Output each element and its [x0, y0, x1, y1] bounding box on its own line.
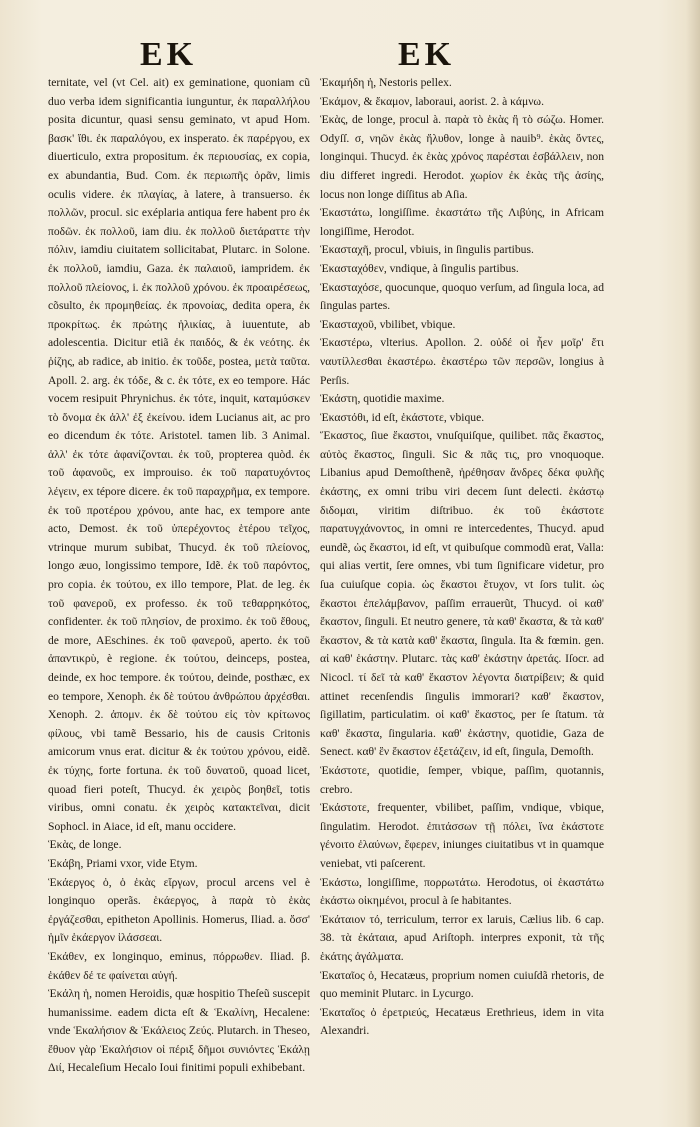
entry-hekastachothen: Ἑκασταχόθεν, vndique, à ſingulis partibus. [320, 261, 519, 275]
entry-hekastachou: Ἑκασταχοῦ, vbilibet, vbique. [320, 317, 456, 331]
entry-hekas: Ἑκὰς, de longe, procul à. παρὰ τὸ ἑκὰς ἢ τὸ σώζω. Homer. Odyſſ. σ, νηῶν ἑκὰς ἤλυθον, longe à nauib⁹. ἑκὰς ὄντες, longinqui. Thucyd. ἐκ ἑκὰς χρόνος παρέσται ἐσβάλλειν, non diu differet ingredi. Herodot. χωρίον ἐκ ἑκὰς τῆς ἀσίης, locus non longe diſſitus ab Aſia. [320, 113, 604, 201]
entry-continuation: ternitate, vel (vt Cel. ait) ex geminatione, quoniam cũ duo verba idem significantia iunguntur, ἐκ παραλλήλου posita dicuntur, quasi sensu geminato, vt apud Hom. βασκ' ἴθι. ἐκ παραλόγου, ex insperato. ἐκ παρέργου, ex diuerticulo, extra propositum. ἐκ περιουσίας, ex copia, ex abundantia, Bud. Com. ἐκ περιωπῆς ὁρᾶν, limis oculis videre. ἐκ πλαγίας, à latere, à transuerso. ἐκ πολλῶν, procul. sic exéplaria antiqua fere habent pro ἐκ ποδῶν. ἐκ πολλοῦ, iam diu. ἐκ πολλοῦ διετάραττε τὴν πόλιν, iamdiu ciuitatem sollicitabat, Plutarc. in Solone. ἐκ πολλοῦ, iamdiu, Gaza. ἐκ παλαιοῦ, iampridem. ἐκ πολλοῦ πλείονος, i. ἐκ πολλοῦ χρόνου. ἐκ προαιρέσεως, cõsulto, ἐκ προμηθείας. ἐκ προνοίας, dedita opera, ἐκ προκρίτως. ἐκ πρώτης ἡλικίας, à iuuentute, ab adolescentia. Dicitur etiã ἐκ παιδός, & ἐκ νεότης. ἐκ ῥίζης, ab radice, ab initio. ἐκ τοῦδε, postea, μετὰ ταῦτα. Apoll. 2. arg. ἐκ τόδε, & c. ἐκ τότε, ex eo tempore. Hác vocem resipuit Phrynichus. ἐκ τότε, inquit, καταμύσκεν τὸ ὄνομα ἐκ ἀλλ' ἐξ ἐκείνου. idem Lucianus ait, ac pro eo dicendum ἐκ τότε. Aristotel. tamen lib. 3 Animal. ἀλλ' ἐκ τότε ἀφανίζονται. ἐκ τοῦ, propterea quòd. ἐκ τοῦ ἀφανοῦς, ex improuiso. ἐκ τοῦ παρατυχόντος λέγειν, ex tépore dicere. ἐκ τοῦ παραχρῆμα, ex tempore. ἐκ τοῦ προτέρου χρόνου, ante hac, ex tempore ante acto, Demost. ἐκ τοῦ ὑπερέχοντος ἑτέρου τεῖχος, vtrinque murum subibat, Thucyd. ἐκ τοῦ πλείονος, longo æuo, longissimo tempore, Idẽ. ἐκ τοῦ παρόντος, pro copia. ἐκ τούτου, ex illo tempore, Plat. de leg. ἐκ τοῦ φανεροῦ, ex professo. ἐκ τοῦ τεθαρρηκότος, confidenter. ἐκ τοῦ πλησίον, de proximo. ἐκ τοῦ ἔθους, de more, AEschines. ἐκ τοῦ φανεροῦ, aperto. ἐκ τοῦ ἀπαντικρὺ, è regione. ἐκ τούτου, deinceps, postea, deinde, ex hoc tempore. ἐκ τούτου, deinde, posthæc, ex eo tempore, Xenoph. ἐκ δὲ τούτου ἀνθρώπου ἀρχέσθαι. Xenoph. 2. ἀπομν. ἐκ δὲ τούτου εἰς τὸν κρίτωνος φίλους, vbi tamẽ Bessario, his de causis Critonis amicorum vnus erat. dicitur & ἐκ τούτου χρόνου, eidẽ. ἐκ τύχης, forte fortuna. ἐκ τοῦ δυνατοῦ, quoad licet, quoad fieri poteſt, Thucyd. ἐκ χειρὸς βοηθεῖ, totis viribus, omni conatu. ἐκ χειρὸς κατακτεῖναι, dicit Sophocl. in Aiace, id eſt, manu occidere. [48, 76, 310, 833]
entry-hekathen: Ἑκάθεν, ex longinquo, eminus, πόρρωθεν. Iliad. β. ἑκάθεν δέ τε φαίνεται αὐγή. [48, 949, 310, 982]
entry-hekamede: Ἑκαμήδη ἡ, Nestoris pellex. [320, 76, 452, 89]
entry-hekasto: Ἑκάστω, longiſſime, πορρωτάτω. Herodotus, οἱ ἑκαστάτω ἑκάστω οἰκημένοι, procul à ſe habitantes. [320, 875, 604, 908]
entry-hekaste: Ἑκάστη, quotidie maxime. [320, 392, 445, 406]
entry-ekas: Ἑκὰς, de longe. [48, 838, 122, 852]
entry-hekastato: Ἑκαστάτω, longiſſime. ἑκαστάτω τῆς Λιβύης, in Africam longiſſime, Herodot. [320, 206, 604, 238]
entry-hekastero: Ἑκαστέρω, vlterius. Apollon. 2. οὐδέ οἱ ἦεν μοῖρ' ἔτι ναυτίλλεσθαι ἑκαστέρω. ἑκαστέρω τῶν περσῶν, longius à Perſis. [320, 336, 604, 387]
entry-hekamon: Ἑκάμον, & ἔκαμον, laboraui, aorist. 2. à κάμνω. [320, 94, 544, 108]
right-column [320, 74, 604, 1041]
left-column [48, 74, 310, 1078]
entry-hekataion: Ἑκάταιον τό, terriculum, terror ex laruis, Cælius lib. 6 cap. 38. τὰ ἑκάταια, apud Ariſtoph. interpres exponit, τὰ τῆς ἑκάτης ἀγάλματα. [320, 912, 604, 963]
running-head-right: EK [398, 36, 456, 73]
entry-hekastote-1: Ἑκάστοτε, quotidie, ſemper, vbique, paſſim, quotannis, crebro. [320, 763, 604, 796]
running-head-left: EK [140, 36, 198, 73]
entry-hekabe: Ἑκάβη, Priami vxor, vide Etym. [48, 856, 198, 870]
entry-hekaergos: Ἑκάεργος ὁ, ὁ ἑκὰς εἴργων, procul arcens vel è longinquo operãs. ἑκάεργος, à παρὰ τὸ ἑκὰς ἐργάζεσθαι, epitheton Apollinis. Homerus, Iliad. a. ὅσσ' ἡμῖν ἑκάεργον ἱλάσσεαι. [48, 875, 310, 945]
entry-hekastachose: Ἑκασταχόσε, quocunque, quoquo verſum, ad ſingula loca, ad ſingulas partes. [320, 280, 604, 313]
page-edge-shadow [686, 0, 700, 1127]
entry-hekataios: Ἑκαταῖος ὁ, Hecatæus, proprium nomen cuiuſdã rhetoris, de quo meminit Plutarc. in Lycurgo. [320, 968, 604, 1001]
entry-hekastache: Ἑκασταχῆ, procul, vbiuis, in ſingulis partibus. [320, 243, 534, 257]
entry-hekastote-2: Ἑκάστοτε, frequenter, vbilibet, paſſim, vndique, vbique, ſingulatim. Herodot. ἐπιτάσσων τῇ πόλει, ἵνα ἑκάστοτε γένοιτο ἐλαύνων, ἔφερεν, iniunges ciuitatibus vt in quamque veniebat, vti paſcerent. [320, 801, 604, 870]
entry-hekale: Ἑκάλη ἡ, nomen Heroidis, quæ hospitio Theſeũ suscepit humanissime. eadem dicta eſt & Ἑκαλίνη, Hecalene: vnde Ἑκαλήσιον & Ἑκάλειος Ζεύς. Plutarch. in Theseo, ἔθυον γὰρ Ἑκαλήσιον οἱ πέριξ δῆμοι συνιόντες Ἑκάλῃ Διί, Hecaleſium Hecalo Ioui finitimi populi exhibebant. [48, 987, 310, 1075]
entry-hekastothi: Ἑκαστόθι, id eſt, ἑκάστοτε, vbique. [320, 410, 485, 424]
entry-hekastos: Ἕκαστος, ſiue ἕκαστοι, vnuſquiſque, quilibet. πᾶς ἕκαστος, αὐτὸς ἕκαστος, ſinguli. Sic & πᾶς τις, pro vnoquoque. Libanius apud Demoſthenẽ, ἠρέθησαν ἄνδρες δέκα φυλῆς ἑκάστης, ex omni tribu viri decem ſunt delecti. ἑκάστῳ διδομαι, viritim diſtribuo. ἐκ τοῦ ἑκάστοτε παρατυγχάνοντος, in omni re intercedentes, Thucyd. apud eundẽ, ὡς ἕκαστοι, id eſt, vt quibuſque commodũ erat, Valla: qui alias vertit, ſere omnes, vbi tum ſignificare videtur, pro ſua cuiuſque copia. ὡς ἕκαστοι ἔτυχον, vt ſors tulit. ὡς ἕκαστοι ἐπελάμβανον, paſſim errauerũt, Thucyd. οἱ καθ' ἕκαστον, ſinguli. Et neutro genere, τὰ καθ' ἕκαστα, & τὰ καθ' ἕκαστον, & τὰ κατὰ καθ' ἕκαστα, ſingula. Ita & fœmin. gen. αἱ καθ' ἑκάστην. Plutarc. τὰς καθ' ἑκάστην ἀρετάς. Iſocr. ad Nicocl. τί δεῖ τὰ καθ' ἕκαστον λέγοντα διατρίβειν; & quid attinet recenſendis ſingulis immorari? καθ' ἕκαστον, ſigillatim, particulatim. οἱ καθ' ἕκαστος, per ſe ſtatum. τὰ καθ' ἕκαστα, ſingularia. καθ' ἑκάστην, quotidie, Gaza de Senect. καθ' ἓν ἕκαστον ἐξετάζειν, id eſt, ſingula, Demoſth. [320, 429, 604, 759]
entry-hekataios-eretrieus: Ἑκαταῖος ὁ ἐρετριεύς, Hecatæus Erethrieus, idem in vita Alexandri. [320, 1005, 604, 1038]
